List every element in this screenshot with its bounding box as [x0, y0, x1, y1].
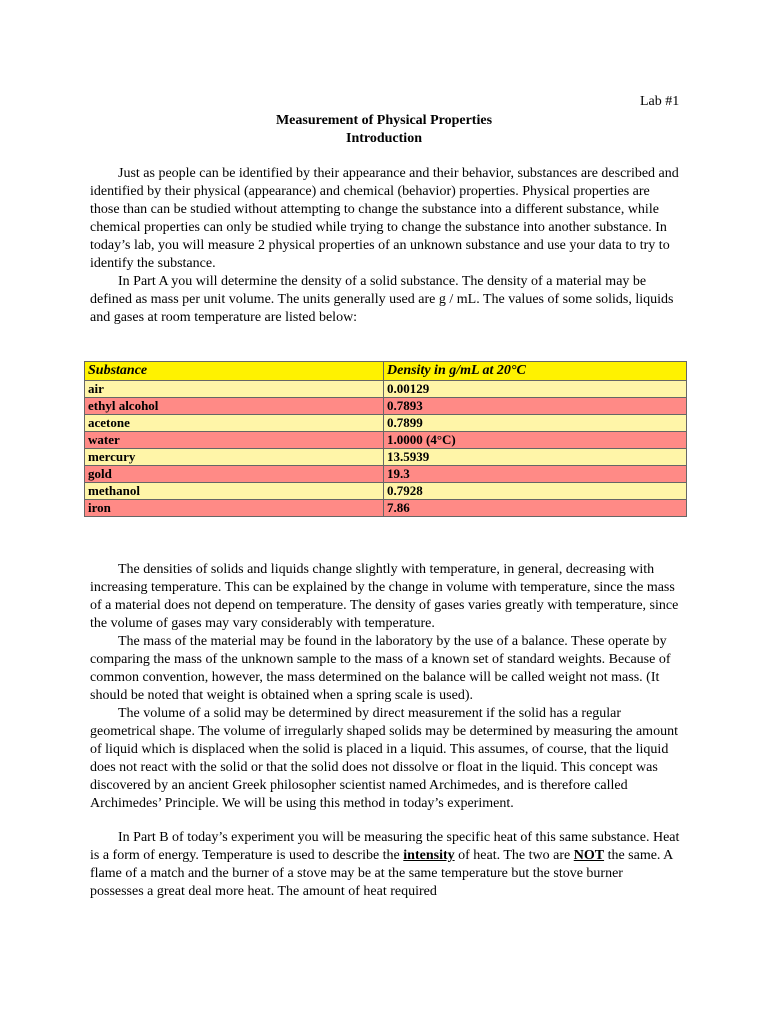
body-text-1: The densities of solids and liquids change slightly with temperature, in general, decreasing with increasing temperature. This can be explained by the change in volume with temperature, since the mass of a material does not depend on temperature. The density of gases varies greatly with temperature, since the volume of gases may vary considerably with temperature. [90, 562, 679, 631]
body-paragraph-1 [90, 561, 680, 633]
substance-cell: acetone [85, 415, 384, 432]
substance-cell: water [85, 432, 384, 449]
body-text-2: The mass of the material may be found in the laboratory by the use of a balance. These operate by comparing the mass of the unknown sample to the mass of a known set of standard weights. Because of common convention, however, the mass determined on the balance will be called weight not mass. (It should be noted that weight is obtained when a spring scale is used). [90, 634, 671, 703]
density-cell: 0.7893 [384, 398, 687, 415]
body-text-4a: In Part B of today’s experiment you will be measuring the specific heat of this same substance. Heat is a form of energy. Temperature is used to describe the [90, 830, 680, 863]
substance-cell: methanol [85, 483, 384, 500]
body-text-4c: the same. A flame of a match and the burner of a stove may be at the same temperature but the stove burner possesses a great deal more heat. The amount of heat required [90, 848, 673, 899]
substance-cell: iron [85, 500, 384, 517]
table-row [85, 466, 687, 483]
table-row [85, 381, 687, 398]
intro-text-2: In Part A you will determine the density of a solid substance. The density of a material may be defined as mass per unit volume. The units generally used are g / mL. The values of some solids, liquids and gases at room temperature are listed below: [90, 274, 674, 325]
density-table [84, 361, 687, 517]
table-row [85, 415, 687, 432]
intro-text-1: Just as people can be identified by their appearance and their behavior, substances are described and identified by their physical (appearance) and chemical (behavior) properties. Physical properties are those than can be studied without attempting to change the substance into a different substance, while chemical properties can only be studied while trying to change the substance into another substance. In today’s lab, you will measure 2 physical properties of an unknown substance and use your data to try to identify the substance. [90, 166, 679, 271]
substance-cell: ethyl alcohol [85, 398, 384, 415]
density-cell: 0.7899 [384, 415, 687, 432]
document-title: Measurement of Physical Properties [275, 113, 493, 128]
table-header-row [85, 362, 687, 381]
density-cell: 19.3 [384, 466, 687, 483]
emphasis-intensity: intensity [403, 848, 455, 863]
density-cell: 13.5939 [384, 449, 687, 466]
column-header-substance: Substance [85, 362, 384, 381]
substance-cell: air [85, 381, 384, 398]
document-title-block [0, 112, 768, 148]
lab-number: Lab #1 [640, 94, 680, 109]
table-row [85, 432, 687, 449]
substance-cell: mercury [85, 449, 384, 466]
density-cell: 0.00129 [384, 381, 687, 398]
body-text-4b: of heat. The two are [454, 848, 574, 863]
density-cell: 0.7928 [384, 483, 687, 500]
emphasis-not: NOT [573, 848, 605, 863]
table-row [85, 500, 687, 517]
column-header-density: Density in g/mL at 20°C [384, 362, 687, 381]
substance-cell: gold [85, 466, 384, 483]
body-paragraph-3 [90, 705, 680, 813]
body-paragraph-4 [90, 829, 680, 901]
table-row [85, 398, 687, 415]
document-subtitle: Introduction [346, 131, 422, 146]
body-text-3: The volume of a solid may be determined by direct measurement if the solid has a regular geometrical shape. The volume of irregularly shaped solids may be determined by measuring the amount of liquid which is displaced when the solid is placed in a liquid. This assumes, of course, that the liquid does not react with the solid or that the solid does not dissolve or float in the liquid. This concept was discovered by an ancient Greek philosopher scientist named Archimedes, and is therefore called Archimedes’ Principle. We will be using this method in today’s experiment. [90, 706, 678, 811]
intro-paragraph-1 [90, 165, 680, 273]
body-paragraph-2 [90, 633, 680, 705]
density-cell: 7.86 [384, 500, 687, 517]
intro-paragraph-2 [90, 273, 680, 327]
density-cell: 1.0000 (4°C) [384, 432, 687, 449]
table-row [85, 483, 687, 500]
table-row [85, 449, 687, 466]
